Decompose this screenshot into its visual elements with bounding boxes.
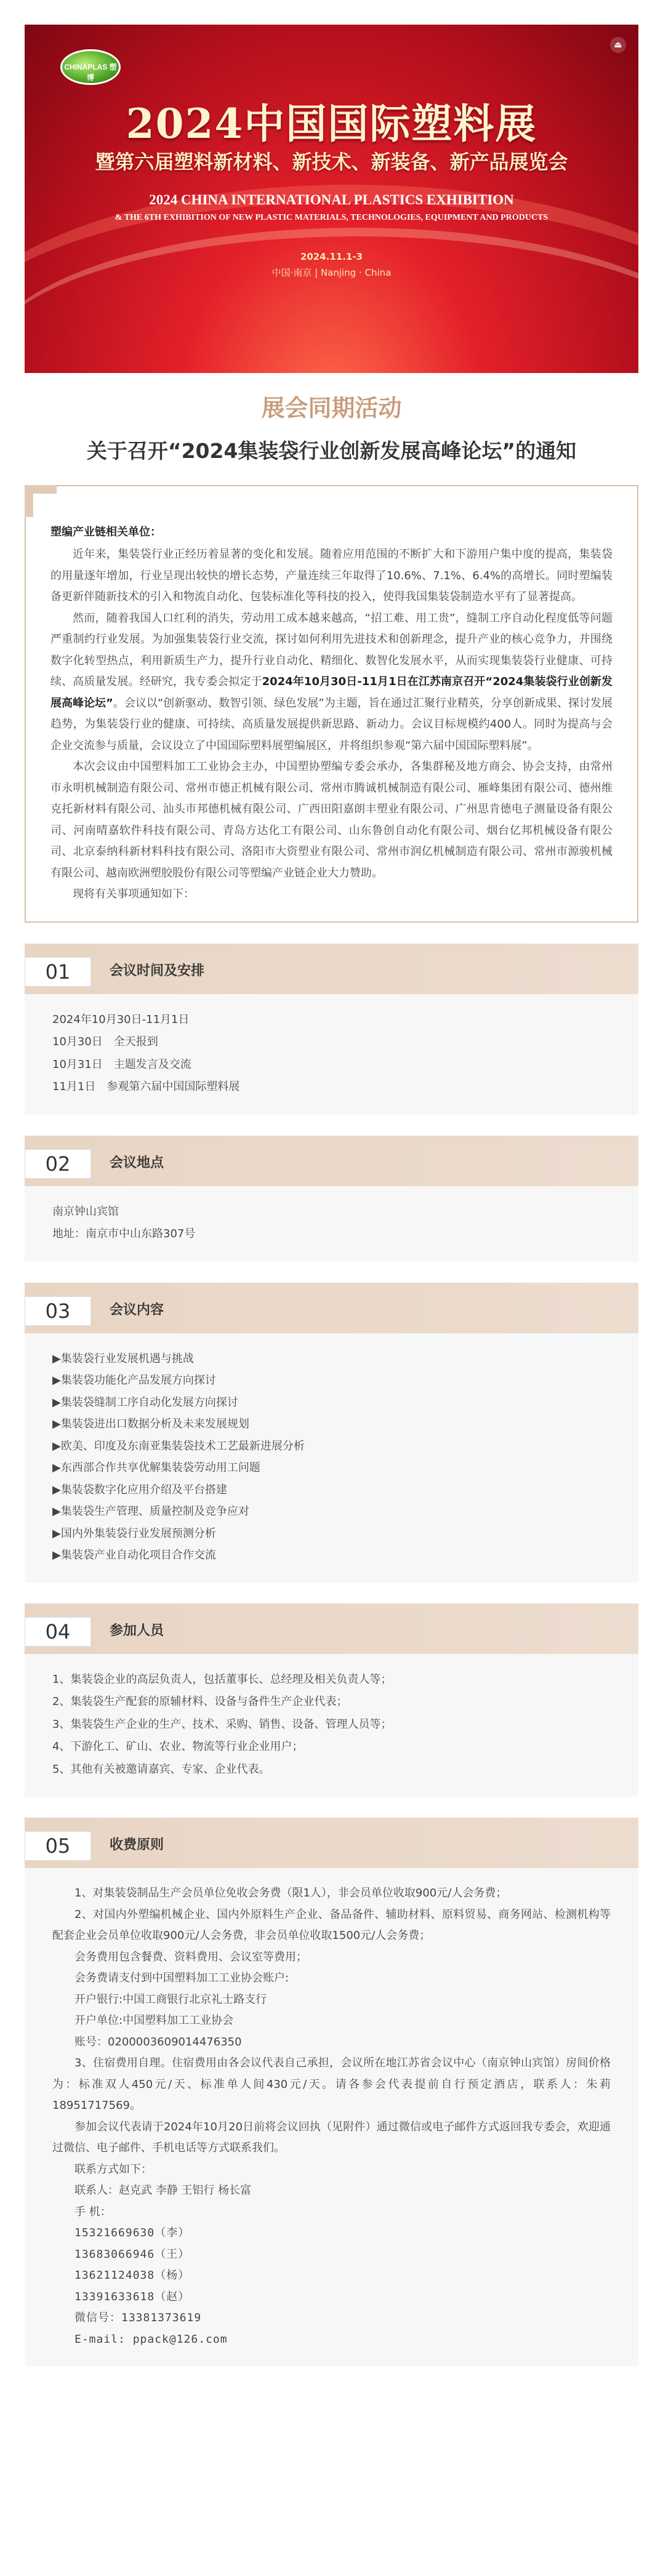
phone-number[interactable]: 15321669630（李） bbox=[74, 2226, 190, 2239]
banner-title-cn: 2024中国国际塑料展 bbox=[126, 100, 537, 148]
banner-title-en: 2024 CHINA INTERNATIONAL PLASTICS EXHIBITION bbox=[149, 192, 514, 207]
section-header bbox=[25, 1136, 638, 1186]
attendee-item: 3、集装袋生产企业的生产、技术、采购、销售、设备、管理人员等； bbox=[52, 1717, 392, 1731]
section-number: 05 bbox=[25, 1831, 91, 1861]
schedule-line: 11月1日 参观第六届中国国际塑料展 bbox=[52, 1080, 240, 1093]
section-name: 会议内容 bbox=[110, 1302, 164, 1318]
topic-item: ▶集装袋缝制工序自动化发展方向探讨 bbox=[52, 1395, 238, 1409]
banner-subtitle-en: & THE 6TH EXHIBITION OF NEW PLASTIC MATERIALS, TECHNOLOGIES, EQUIPMENT AND PRODUCTS bbox=[115, 213, 548, 222]
contact-line: 联系方式如下： bbox=[74, 2162, 152, 2176]
intro-paragraph: 本次会议由中国塑料加工工业协会主办，中国塑协塑编专委会承办，各集群秘及地方商会、协会支持，由常州市永明机械制造有限公司、常州市德正机械有限公司、常州市腾诚机械制造有限公司、雁峰集团有限公司、德州维克托新材料有限公司、汕头市邦德机械有限公司、广西田阳嘉朗丰塑业有限公司、广州思肯德电子测量设备有限公司、河南晴嘉软件科技有限公司、青岛方达化工有限公司、山东鲁创自动化有限公司、烟台亿邦机械设备有限公司、北京泰纳科新材料科技有限公司、洛阳市大资塑业有限公司、常州市润亿机械制造有限公司、常州市源骏机械有限公司、越南欧洲塑胶股份有限公司等塑编产业链企业大力赞助。 bbox=[50, 760, 613, 880]
section-number: 04 bbox=[25, 1617, 91, 1647]
schedule-line: 10月30日 全天报到 bbox=[52, 1035, 158, 1048]
section-number: 01 bbox=[25, 957, 91, 987]
section-header bbox=[25, 944, 638, 994]
section-name: 收费原则 bbox=[110, 1837, 164, 1853]
attendee-item: 4、下游化工、矿山、农业、物流等行业企业用户； bbox=[52, 1740, 303, 1753]
section-name: 参加人员 bbox=[110, 1623, 164, 1639]
exhibition-banner bbox=[25, 25, 638, 373]
corner-decoration bbox=[25, 485, 57, 517]
section-body-schedule bbox=[25, 994, 638, 1115]
topic-item: ▶集装袋功能化产品发展方向探讨 bbox=[52, 1374, 216, 1387]
section-tag: 展会同期活动 bbox=[261, 395, 402, 422]
section-body-topics bbox=[25, 1333, 638, 1583]
banner-subtitle-cn: 暨第六届塑料新材料、新技术、新装备、新产品展览会 bbox=[95, 150, 568, 174]
schedule-line: 10月31日 主题发言及交流 bbox=[52, 1057, 191, 1071]
email-link[interactable]: E-mail: ppack@126.com bbox=[74, 2332, 228, 2346]
section-header bbox=[25, 1603, 638, 1654]
attendee-item: 2、集装袋生产配套的原辅材料、设备与备件生产企业代表； bbox=[52, 1695, 348, 1708]
topic-item: ▶集装袋产业自动化项目合作交流 bbox=[52, 1549, 216, 1562]
section-name: 会议地点 bbox=[110, 1155, 164, 1171]
topic-item: ▶集装袋数字化应用介绍及平台搭建 bbox=[52, 1483, 227, 1496]
fee-paragraph: 2、对国内外塑编机械企业、国内外原料生产企业、备品备件、辅助材料、原料贸易、商务网站、检测机构等配套企业会员单位收取900元/人会务费，非会员单位收取1500元/人会务费； bbox=[52, 1908, 611, 1942]
schedule-line: 2024年10月30日-11月1日 bbox=[52, 1013, 190, 1026]
section-number: 03 bbox=[25, 1296, 91, 1326]
topic-item: ▶国内外集装袋行业发展预测分析 bbox=[52, 1527, 216, 1540]
venue-line: 地址：南京市中山东路307号 bbox=[52, 1227, 196, 1240]
section-name: 会议时间及安排 bbox=[110, 963, 205, 979]
phone-number[interactable]: 13391633618（赵） bbox=[74, 2290, 190, 2303]
attendee-item: 1、集装袋企业的高层负责人，包括董事长、总经理及相关负责人等； bbox=[52, 1672, 392, 1686]
topic-item: ▶欧美、印度及东南亚集装袋技术工艺最新进展分析 bbox=[52, 1439, 305, 1453]
phone-number[interactable]: 13683066946（王） bbox=[74, 2247, 190, 2261]
notice-title: 关于召开“2024集装袋行业创新发展高峰论坛”的通知 bbox=[86, 439, 577, 463]
topic-item: ▶集装袋进出口数据分析及未来发展规划 bbox=[52, 1418, 249, 1430]
intro-paragraph bbox=[50, 608, 613, 757]
paragraph-text: 然而，随着我国人口红利的消失，劳动用工成本越来越高，“招工难、用工贵”，缝制工序自动化程度低等问题严重制约行业发展。为加强集装袋行业交流，探讨如何利用先进技术和创新理念，提升产业的核心竞争力，并围绕数字化转型热点，利用新质生产力，提升行业自动化、精细化、数智化发展水平，从而实现集装袋行业健康、可持续、高质量发展。经研究，我专委会拟定于 bbox=[50, 611, 613, 688]
fee-paragraph: 3、住宿费用自理。住宿费用由各会议代表自己承担，会议所在地江苏省会议中心（南京钟山宾馆）房间价格为：标准双人450元/天、标准单人间430元/天。请各参会代表提前自行预定酒店，联系人：朱莉18951717569。 bbox=[52, 2056, 611, 2112]
banner-location: 中国·南京 | Nanjing · China bbox=[271, 267, 392, 278]
fullscreen-icon[interactable]: ⏏ bbox=[610, 37, 626, 53]
fee-paragraph: 1、对集装袋制品生产会员单位免收会务费（限1人），非会员单位收取900元/人会务费； bbox=[74, 1887, 507, 1900]
phone-number[interactable]: 13621124038（杨） bbox=[74, 2269, 190, 2282]
section-body-fees bbox=[25, 1868, 638, 2366]
bank-name: 开户银行:中国工商银行北京礼士路支行 bbox=[74, 1992, 267, 2006]
intro-box bbox=[25, 485, 638, 923]
wechat-id[interactable]: 微信号：13381373619 bbox=[74, 2311, 202, 2324]
section-header bbox=[25, 1818, 638, 1868]
attendee-item: 5、其他有关被邀请嘉宾、专家、企业代表。 bbox=[52, 1762, 270, 1776]
topic-item: ▶集装袋行业发展机遇与挑战 bbox=[52, 1352, 194, 1365]
section-number: 02 bbox=[25, 1149, 91, 1179]
account-number: 账号：0200003609014476350 bbox=[74, 2035, 242, 2048]
section-header bbox=[25, 1283, 638, 1333]
banner-date: 2024.11.1-3 bbox=[300, 251, 363, 262]
contact-names: 联系人：赵克武 李静 王铝行 杨长富 bbox=[74, 2184, 252, 2197]
paragraph-text: 。会议以“创新驱动、数智引领、绿色发展”为主题，旨在通过汇聚行业精英，分享创新成果、探讨发展趋势，为集装袋行业的健康、可持续、高质量发展提供新思路、新动力。会议目标规模约400人。同时为提高与会企业交流参与质量，会议设立了中国国际塑料展塑编展区，并将组织参观“第六届中国国际塑料展”。 bbox=[50, 696, 613, 752]
meeting-date-highlight: 2024年10月30日-11月1日在江苏南京召开“2024集装袋行业创新发展高峰论坛” bbox=[50, 675, 613, 710]
fee-paragraph: 参加会议代表请于2024年10月20日前将会议回执（见附件）通过微信或电子邮件方式返回我专委会，欢迎通过微信、电子邮件、手机电话等方式联系我们。 bbox=[52, 2120, 611, 2154]
salutation: 塑编产业链相关单位： bbox=[50, 526, 161, 539]
contact-line: 手 机： bbox=[74, 2205, 111, 2218]
intro-paragraph: 现将有关事项通知如下： bbox=[73, 888, 195, 901]
intro-paragraph: 近年来，集装袋行业正经历着显著的变化和发展。随着应用范围的不断扩大和下游用户集中度的提高，集装袋的用量逐年增加，行业呈现出较快的增长态势，产量连续三年取得了10.6%、7.1%、6.4%的高增长。同时塑编装备更新伴随新技术的引入和物流自动化、包装标准化等科技的投入，使得我国集装袋制造水平有了显著提高。 bbox=[50, 548, 613, 603]
topic-item: ▶东西部合作共享优解集装袋劳动用工问题 bbox=[52, 1461, 260, 1474]
venue-line: 南京钟山宾馆 bbox=[52, 1205, 119, 1218]
account-holder: 开户单位:中国塑料加工工业协会 bbox=[74, 2014, 234, 2027]
fee-line: 会务费请支付到中国塑料加工工业协会账户: bbox=[74, 1972, 289, 1984]
fee-line: 会务费用包含餐费、资料费用、会议室等费用； bbox=[74, 1950, 307, 1964]
section-body-attendees bbox=[25, 1654, 638, 1797]
exhibition-logo-text: CHINAPLAS 塑博 bbox=[64, 63, 117, 82]
section-body-venue bbox=[25, 1186, 638, 1262]
topic-item: ▶集装袋生产管理、质量控制及竞争应对 bbox=[52, 1505, 249, 1518]
